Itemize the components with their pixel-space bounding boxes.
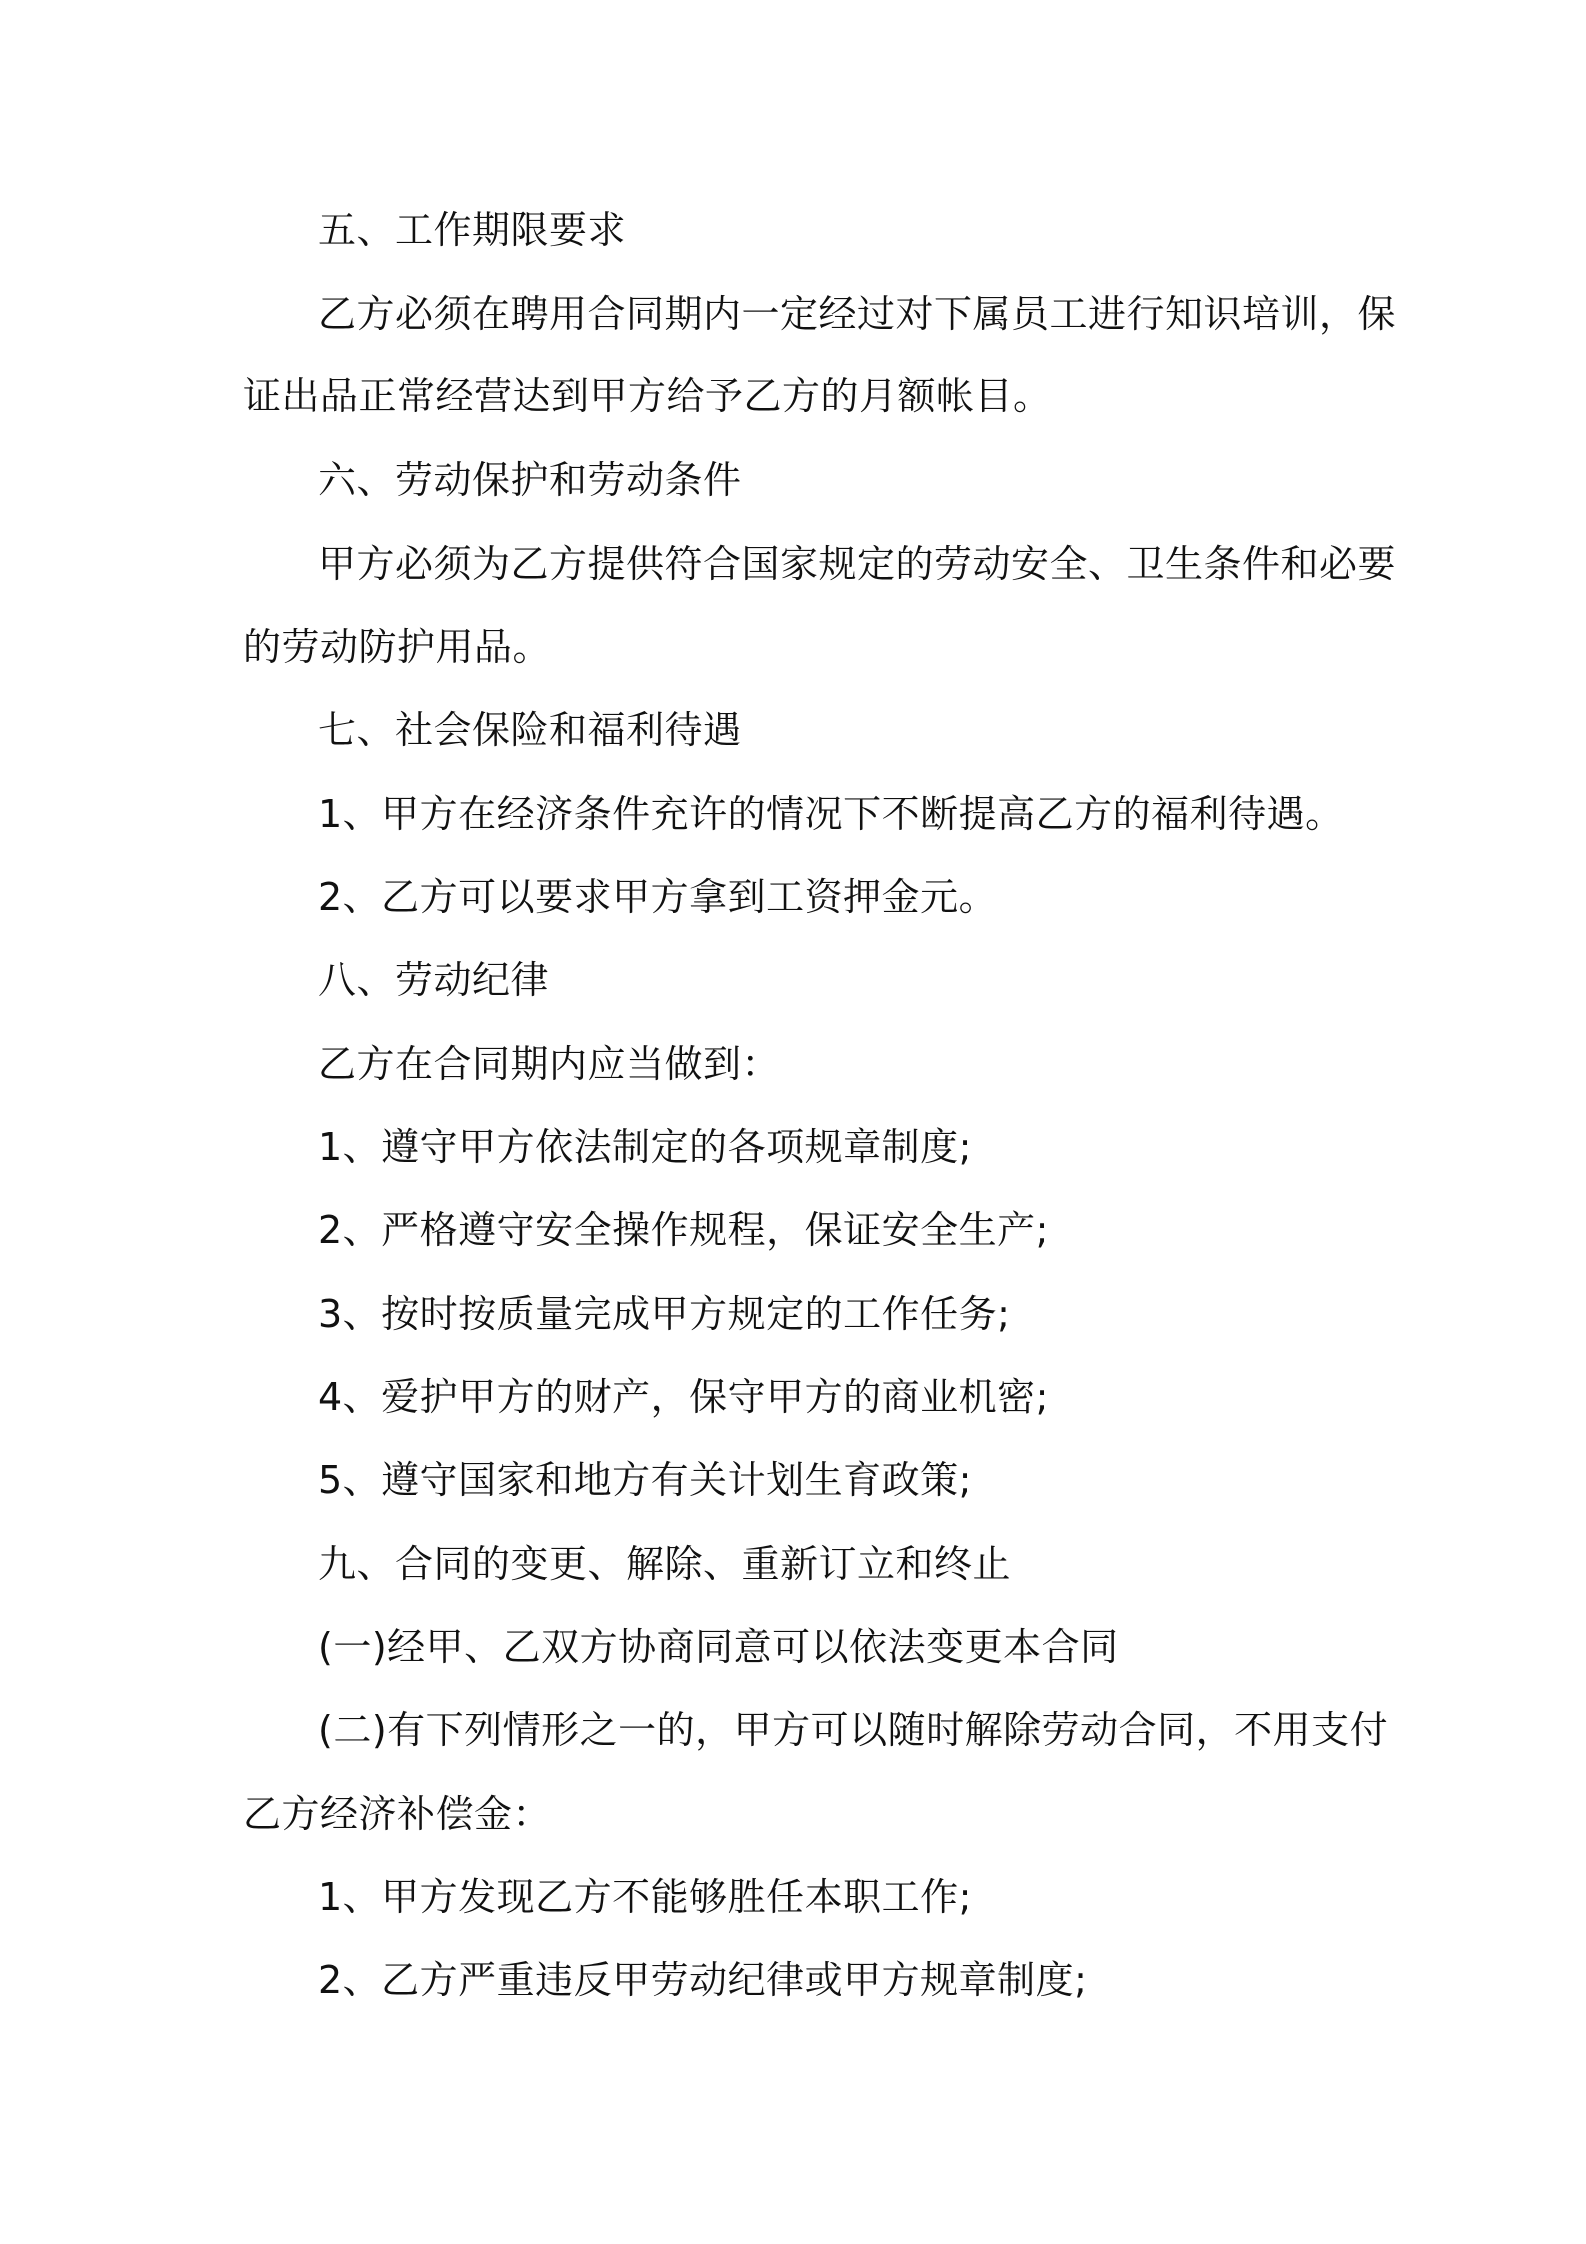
list-item: 3、按时按质量完成甲方规定的工作任务; — [318, 1292, 1011, 1336]
section-heading-8: 八、劳动纪律 — [318, 958, 550, 1002]
paragraph-line: 甲方必须为乙方提供符合国家规定的劳动安全、卫生条件和必要 — [318, 542, 1397, 586]
list-item: 5、遵守国家和地方有关计划生育政策; — [318, 1458, 972, 1502]
list-item: 2、乙方可以要求甲方拿到工资押金元。 — [318, 875, 998, 919]
section-heading-7: 七、社会保险和福利待遇 — [318, 708, 742, 752]
list-item: 2、严格遵守安全操作规程，保证安全生产; — [318, 1208, 1049, 1252]
paragraph-line: (一)经甲、乙双方协商同意可以依法变更本合同 — [318, 1625, 1119, 1669]
paragraph-line: 证出品正常经营达到甲方给予乙方的月额帐目。 — [243, 374, 1052, 418]
list-item: 1、甲方在经济条件充许的情况下不断提高乙方的福利待遇。 — [318, 792, 1344, 836]
paragraph-line: (二)有下列情形之一的，甲方可以随时解除劳动合同，不用支付 — [318, 1708, 1389, 1752]
section-heading-9: 九、合同的变更、解除、重新订立和终止 — [318, 1542, 1012, 1586]
list-item: 1、甲方发现乙方不能够胜任本职工作; — [318, 1875, 972, 1919]
paragraph-line: 乙方经济补偿金： — [243, 1792, 552, 1836]
paragraph-line: 乙方在合同期内应当做到： — [318, 1042, 781, 1086]
paragraph-line: 乙方必须在聘用合同期内一定经过对下属员工进行知识培训，保 — [318, 292, 1397, 336]
section-heading-5: 五、工作期限要求 — [318, 208, 627, 252]
list-item: 4、爱护甲方的财产，保守甲方的商业机密; — [318, 1375, 1049, 1419]
list-item: 2、乙方严重违反甲劳动纪律或甲方规章制度; — [318, 1958, 1088, 2002]
paragraph-line: 的劳动防护用品。 — [243, 625, 552, 669]
list-item: 1、遵守甲方依法制定的各项规章制度; — [318, 1125, 972, 1169]
section-heading-6: 六、劳动保护和劳动条件 — [318, 458, 742, 502]
